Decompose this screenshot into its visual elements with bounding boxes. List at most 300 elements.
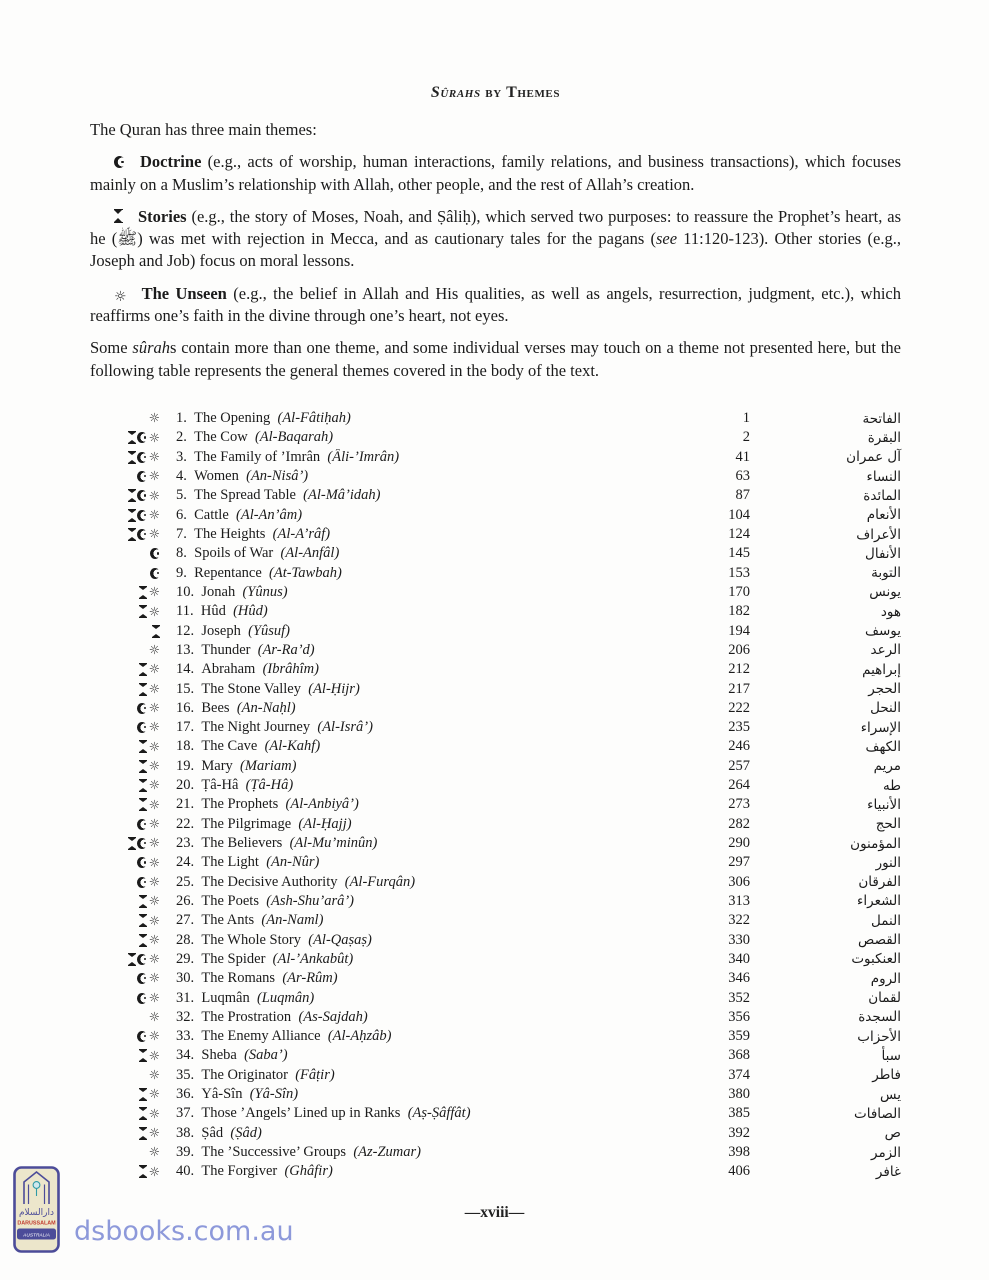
row-english-name: The Whole Story [201, 931, 309, 948]
row-transliteration: (An-Naḥl) [236, 699, 296, 716]
hourglass-icon [128, 431, 136, 444]
hourglass-icon [139, 1049, 147, 1062]
row-page-number: 246 [728, 738, 750, 755]
row-theme-icons [90, 721, 160, 734]
row-page-number: 257 [728, 757, 750, 774]
row-arabic-name: الأنبياء [867, 796, 901, 813]
row-english-name: Luqmân [201, 989, 257, 1006]
row-transliteration: (Al-Mu’minûn) [289, 835, 378, 851]
themes [90, 151, 901, 327]
row-arabic-name: لقمان [868, 990, 901, 1006]
row-number: 8. [176, 545, 195, 562]
sun-icon: ☼ [148, 642, 160, 658]
table-row [90, 563, 901, 582]
row-name [176, 1086, 652, 1103]
row-page-number: 264 [728, 777, 750, 794]
sun-icon: ☼ [148, 1067, 160, 1082]
row-theme-icons [90, 1088, 160, 1101]
row-name [176, 758, 652, 775]
intro-lead: The Quran has three main themes: [90, 120, 317, 139]
row-transliteration: (Ṭâ-Hâ) [245, 777, 294, 794]
row-english-name: Abraham [201, 661, 263, 678]
row-english-name: The Originator [201, 1066, 296, 1083]
row-arabic-name: ص [884, 1125, 901, 1142]
crescent-star-icon [137, 452, 147, 463]
row-name [176, 816, 652, 833]
crescent-star-icon [150, 548, 160, 559]
crescent-star-icon [137, 703, 147, 714]
row-english-name: The Cave [201, 738, 265, 755]
hourglass-icon [139, 605, 147, 618]
row-name [176, 893, 652, 910]
row-english-name: The Stone Valley [201, 680, 309, 697]
row-page-number: 359 [728, 1028, 750, 1045]
row-name [176, 1028, 652, 1045]
table-row [90, 602, 901, 621]
row-page-number: 380 [728, 1086, 750, 1103]
row-english-name: Women [194, 468, 247, 485]
row-name [176, 661, 652, 678]
row-arabic-name: الأنفال [865, 545, 901, 562]
sun-icon: ☼ [148, 796, 160, 812]
row-theme-icons [90, 953, 160, 966]
hourglass-icon [139, 683, 147, 696]
sun-icon: ☼ [148, 873, 160, 889]
row-number: 22. [176, 815, 202, 832]
hourglass-icon [139, 1088, 147, 1101]
page-title-rest: by Themes [480, 84, 561, 101]
sun-icon: ☼ [148, 835, 160, 851]
row-name [176, 874, 652, 891]
sun-icon: ☼ [148, 680, 160, 696]
sun-icon: ☼ [148, 738, 160, 754]
row-page-number: 340 [728, 950, 750, 967]
row-transliteration: (Yûsuf) [248, 622, 291, 639]
row-name [176, 1067, 652, 1084]
row-name [176, 738, 652, 755]
row-english-name: Thunder [201, 641, 258, 658]
row-english-name: The Light [201, 854, 267, 871]
sun-icon: ☼ [148, 661, 160, 677]
row-transliteration: (Al-Ḥajj) [298, 815, 352, 832]
row-theme-icons [90, 489, 160, 502]
hourglass-icon [128, 489, 136, 502]
row-name [176, 796, 652, 813]
row-number: 3. [176, 448, 195, 465]
row-name [176, 449, 652, 466]
row-transliteration: (Ash-Shu’arâ’) [266, 892, 355, 909]
row-transliteration: (Fâṭir) [295, 1066, 335, 1083]
watermark-url: dsbooks.com.au [74, 1216, 294, 1247]
row-english-name: The Decisive Authority [201, 873, 345, 890]
row-number: 1. [176, 410, 195, 427]
row-arabic-name: السجدة [858, 1009, 901, 1026]
hourglass-icon [139, 1127, 147, 1140]
table-row [90, 950, 901, 969]
table-row [90, 757, 901, 776]
logo-name-text: DARUSSALAM [17, 1220, 56, 1227]
row-page-number: 290 [728, 835, 750, 851]
row-arabic-name: يونس [869, 584, 901, 601]
row-theme-icons [90, 548, 160, 559]
logo-arabic-text: دارالسلام [18, 1208, 55, 1218]
table-row [90, 911, 901, 930]
table-row [90, 776, 901, 795]
row-page-number: 282 [728, 815, 750, 832]
table-row [90, 1066, 901, 1085]
row-page-number: 374 [728, 1066, 750, 1083]
row-number: 9. [176, 564, 195, 581]
row-english-name: Hûd [200, 603, 234, 620]
table-row [90, 834, 901, 853]
row-theme-icons [90, 1124, 160, 1140]
row-theme-icons [90, 815, 160, 831]
row-english-name: Ṭâ-Hâ [201, 777, 246, 794]
row-transliteration: (At-Tawbah) [269, 564, 342, 581]
sun-icon: ☼ [148, 912, 160, 928]
hourglass-icon [139, 914, 147, 927]
row-page-number: 145 [728, 545, 750, 562]
row-page-number: 206 [728, 641, 750, 658]
row-arabic-name: فاطر [872, 1067, 901, 1084]
row-theme-icons [90, 873, 160, 889]
theme-item: ☼ The Unseen (e.g., the belief in Allah and His qualities, as well as angels, resurrection, judgment, etc.), which reaffirms one’s faith in the divine through one’s heart, not eyes. [90, 283, 901, 326]
sun-icon: ☼ [148, 487, 160, 503]
table-row [90, 815, 901, 834]
sun-icon: ☼ [114, 288, 127, 305]
row-number: 14. [176, 661, 202, 678]
table-row [90, 718, 901, 737]
theme-item: Stories (e.g., the story of Moses, Noah, and Ṣâliḥ), which served two purposes: to reassure the Prophet’s heart, as he (ﷺ) was met with rejection in Mecca, and as cautionary tales for the pagans (see 11:120-123). Other stories (e.g., Joseph and Job) focus on moral lessons. [90, 206, 901, 271]
table-row [90, 1046, 901, 1065]
row-transliteration: (Al-Fâtiḥah) [277, 410, 351, 427]
row-number: 4. [176, 468, 195, 485]
row-arabic-name: سبأ [881, 1047, 901, 1064]
row-page-number: 352 [728, 989, 750, 1006]
hourglass-icon [139, 934, 147, 947]
crescent-star-icon [137, 490, 147, 501]
table-row [90, 892, 901, 911]
row-number: 12. [176, 622, 202, 639]
table-row [90, 699, 901, 718]
hourglass-icon [139, 895, 147, 908]
row-number: 2. [176, 429, 195, 446]
row-transliteration: (Al-Aḥzâb) [327, 1028, 392, 1045]
row-number: 36. [176, 1086, 202, 1103]
table-row [90, 930, 901, 949]
row-arabic-name: الفرقان [858, 874, 901, 891]
row-page-number: 385 [728, 1105, 750, 1122]
row-number: 21. [176, 796, 202, 813]
table-row [90, 853, 901, 872]
row-number: 31. [176, 989, 202, 1006]
table-row [90, 506, 901, 525]
row-page-number: 392 [728, 1124, 750, 1141]
row-transliteration: (Mariam) [240, 757, 297, 774]
row-number: 23. [176, 835, 202, 851]
row-arabic-name: النور [875, 854, 901, 871]
row-number: 10. [176, 583, 202, 600]
table-row [90, 988, 901, 1007]
sun-icon: ☼ [148, 931, 160, 947]
row-theme-icons [90, 972, 160, 985]
hourglass-icon [128, 528, 136, 541]
sun-icon: ☼ [148, 526, 160, 542]
hourglass-icon [139, 740, 147, 753]
row-number: 17. [176, 719, 202, 736]
row-english-name: Spoils of War [194, 545, 281, 562]
row-number: 7. [176, 526, 195, 542]
row-arabic-name: الأحزاب [857, 1028, 901, 1045]
row-transliteration: (Ar-Rûm) [282, 970, 338, 987]
sun-icon: ☼ [148, 970, 160, 986]
row-transliteration: (Saba’) [244, 1047, 288, 1064]
sun-icon: ☼ [148, 410, 160, 426]
sun-icon: ☼ [148, 1163, 160, 1179]
row-english-name: Joseph [201, 622, 249, 639]
row-page-number: 398 [728, 1144, 750, 1160]
row-transliteration: (Ṣâd) [230, 1124, 262, 1141]
row-english-name: The Family of ’Imrân [194, 448, 328, 465]
row-transliteration: (Ar-Ra’d) [257, 641, 315, 658]
row-page-number: 330 [728, 931, 750, 948]
row-english-name: The Poets [201, 892, 267, 909]
row-arabic-name: طه [883, 777, 901, 794]
row-arabic-name: مريم [873, 758, 901, 775]
row-name [176, 951, 652, 968]
row-english-name: The Romans [201, 970, 283, 987]
row-arabic-name: آل عمران [846, 449, 901, 466]
sun-icon: ☼ [148, 854, 160, 870]
row-arabic-name: يوسف [864, 623, 901, 640]
hourglass-icon [128, 451, 136, 464]
row-name [176, 507, 652, 524]
row-theme-icons [90, 854, 160, 870]
row-transliteration: (Yûnus) [242, 583, 288, 600]
row-name [176, 777, 652, 794]
row-english-name: The ’Successive’ Groups [201, 1144, 354, 1160]
row-page-number: 194 [728, 622, 750, 639]
row-page-number: 406 [728, 1163, 750, 1180]
row-theme-icons [90, 740, 160, 753]
row-english-name: Bees [201, 699, 237, 716]
table-row [90, 583, 901, 602]
row-arabic-name: الإسراء [860, 719, 901, 736]
row-arabic-name: الرعد [870, 642, 901, 659]
row-name [176, 1144, 652, 1161]
row-theme-icons [90, 798, 160, 811]
hourglass-icon [114, 209, 123, 223]
row-name [176, 970, 652, 987]
crescent-star-icon [137, 838, 147, 849]
row-arabic-name: هود [880, 603, 901, 620]
row-page-number: 124 [728, 526, 750, 542]
sun-icon: ☼ [148, 603, 160, 619]
row-number: 25. [176, 873, 202, 890]
row-english-name: The Night Journey [201, 719, 318, 736]
surah-table [90, 409, 901, 1182]
row-transliteration: (Al-Kahf) [264, 738, 321, 755]
row-name [176, 700, 652, 717]
crescent-star-icon [137, 510, 147, 521]
crescent-star-icon [150, 568, 160, 579]
row-page-number: 41 [735, 448, 750, 465]
row-name [176, 1009, 652, 1026]
theme-name: The Unseen [141, 283, 227, 303]
row-theme-icons [90, 895, 160, 908]
row-theme-icons [90, 779, 160, 792]
crescent-star-icon [137, 993, 147, 1004]
table-row [90, 679, 901, 698]
row-number: 26. [176, 892, 202, 909]
row-transliteration: (As-Sajdah) [298, 1008, 368, 1025]
row-english-name: Mary [201, 757, 241, 774]
row-theme-icons [90, 586, 160, 599]
sun-icon: ☼ [148, 1028, 160, 1044]
footer-page-number: —xviii— [464, 1204, 525, 1221]
row-transliteration: (Al-’Ankabût) [272, 950, 354, 967]
row-name [176, 932, 652, 949]
row-english-name: Ṣâd [201, 1124, 231, 1141]
row-arabic-name: البقرة [867, 429, 901, 446]
table-row [90, 737, 901, 756]
hourglass-icon [139, 1107, 147, 1120]
crescent-star-icon [137, 722, 147, 733]
table-row [90, 1027, 901, 1046]
row-name [176, 1163, 652, 1180]
row-page-number: 306 [728, 873, 750, 890]
row-number: 35. [176, 1066, 202, 1083]
row-number: 40. [176, 1163, 202, 1180]
row-page-number: 356 [728, 1008, 750, 1025]
crescent-star-icon [137, 432, 147, 443]
row-name [176, 429, 652, 446]
row-name [176, 487, 652, 504]
row-english-name: The Spider [201, 950, 273, 967]
hourglass-icon [139, 779, 147, 792]
row-theme-icons [90, 568, 160, 579]
row-name [176, 545, 652, 562]
row-arabic-name: الفاتحة [862, 410, 901, 427]
sun-icon: ☼ [148, 815, 160, 831]
row-arabic-name: التوبة [871, 565, 901, 582]
hourglass-icon [139, 586, 147, 599]
row-transliteration: (An-Nisâ’) [246, 468, 309, 485]
row-arabic-name: المؤمنون [850, 835, 901, 852]
row-number: 38. [176, 1124, 202, 1141]
row-english-name: The Heights [194, 526, 273, 542]
row-theme-icons [90, 931, 160, 947]
row-name [176, 1047, 652, 1064]
row-english-name: Those ’Angels’ Lined up in Ranks [201, 1105, 408, 1122]
sun-icon: ☼ [148, 449, 160, 464]
table-row [90, 1008, 901, 1027]
row-arabic-name: الزمر [871, 1144, 901, 1161]
row-english-name: The Pilgrimage [201, 815, 299, 832]
table-row [90, 486, 901, 505]
row-page-number: 1 [742, 410, 750, 427]
row-transliteration: (Ibrâhîm) [262, 661, 319, 678]
sun-icon: ☼ [148, 429, 160, 445]
row-transliteration: (Al-Anfâl) [280, 545, 340, 562]
row-arabic-name: الأنعام [866, 507, 901, 524]
table-row [90, 1085, 901, 1104]
row-transliteration: (Al-An’âm) [236, 506, 303, 523]
row-page-number: 153 [728, 564, 750, 581]
row-theme-icons [90, 663, 160, 676]
darussalam-logo-icon [13, 1166, 60, 1253]
crescent-star-icon [114, 156, 125, 168]
row-page-number: 182 [728, 603, 750, 620]
crescent-star-icon [137, 819, 147, 830]
row-english-name: The Opening [194, 410, 278, 427]
row-transliteration: (Al-Furqân) [344, 873, 416, 890]
hourglass-icon [139, 1165, 147, 1178]
row-arabic-name: القصص [858, 932, 901, 949]
row-theme-icons [90, 1011, 160, 1024]
sun-icon: ☼ [148, 893, 160, 909]
row-transliteration: (Al-A’râf) [272, 526, 331, 542]
row-english-name: The Believers [201, 835, 290, 851]
row-theme-icons [90, 528, 160, 541]
sun-icon: ☼ [148, 1105, 160, 1121]
row-name [176, 835, 652, 852]
sun-icon: ☼ [148, 700, 160, 716]
row-theme-icons [90, 1049, 160, 1062]
sun-icon: ☼ [148, 719, 160, 735]
row-english-name: The Cow [194, 429, 255, 446]
row-page-number: 170 [728, 583, 750, 600]
crescent-star-icon [137, 954, 147, 965]
sun-icon: ☼ [148, 468, 160, 484]
row-transliteration: (Âli-’Imrân) [327, 448, 400, 465]
hourglass-icon [152, 625, 160, 638]
table-row [90, 467, 901, 486]
row-name [176, 912, 652, 929]
crescent-star-icon [137, 1031, 147, 1042]
sun-icon: ☼ [148, 1086, 160, 1102]
row-transliteration: (Al-Anbiyâ’) [285, 796, 359, 813]
row-number: 13. [176, 641, 202, 658]
row-page-number: 297 [728, 854, 750, 871]
row-theme-icons [90, 644, 160, 657]
row-english-name: Jonah [201, 583, 243, 600]
theme-name: Stories [138, 206, 187, 226]
row-transliteration: (Hûd) [233, 603, 268, 620]
row-name [176, 854, 652, 871]
hourglass-icon [139, 760, 147, 773]
row-transliteration: (Luqmân) [256, 989, 315, 1006]
sun-icon: ☼ [148, 1124, 160, 1140]
row-number: 32. [176, 1008, 202, 1025]
crescent-star-icon [137, 529, 147, 540]
crescent-star-icon [137, 877, 147, 888]
page-title [90, 84, 901, 102]
row-name [176, 584, 652, 601]
row-theme-icons [90, 680, 160, 696]
row-arabic-name: الروم [870, 970, 901, 987]
row-arabic-name: الكهف [865, 738, 901, 755]
row-transliteration: (Al-Ḥijr) [308, 680, 360, 697]
row-number: 33. [176, 1028, 202, 1045]
row-theme-icons [90, 506, 160, 522]
row-number: 6. [176, 506, 195, 523]
row-transliteration: (Al-Isrâ’) [317, 719, 373, 736]
row-theme-icons [90, 1165, 160, 1178]
row-transliteration: (Al-Mâ’idah) [303, 487, 381, 504]
row-page-number: 322 [728, 912, 750, 929]
theme-item: Doctrine (e.g., acts of worship, human interactions, family relations, and business transactions), which focuses mainly on a Muslim’s relationship with Allah, other people, and the rest of Allah’s creation. [90, 152, 901, 194]
